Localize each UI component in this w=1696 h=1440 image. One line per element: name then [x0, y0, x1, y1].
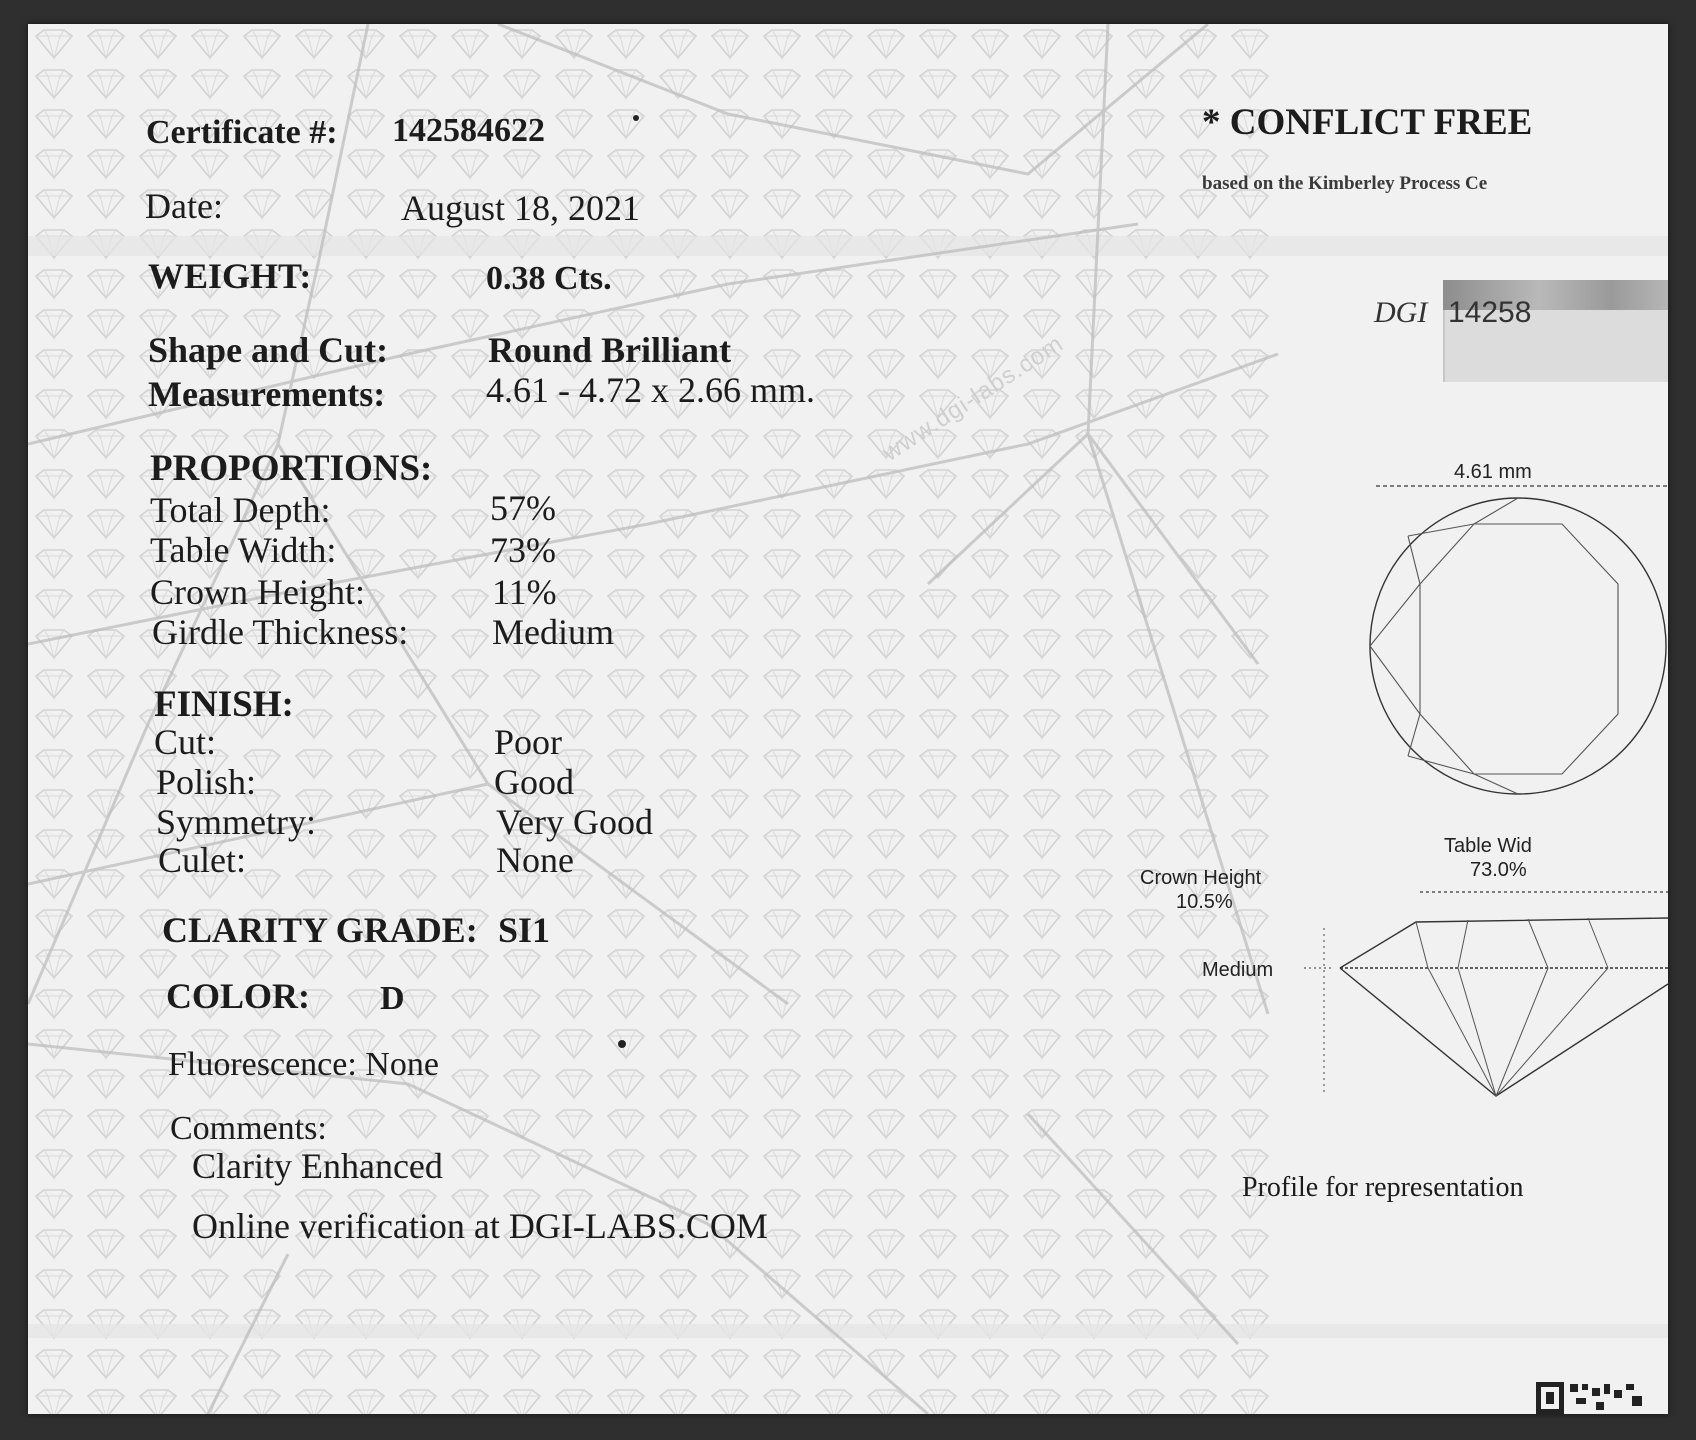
girdle-diagram-label: Medium — [1202, 959, 1274, 981]
table-width-label: Table Width: — [150, 530, 337, 570]
conflict-free-heading: * CONFLICT FREE — [1202, 102, 1533, 143]
certificate-number-label: Certificate #: — [146, 114, 338, 151]
girdle-thickness-label: Girdle Thickness: — [152, 612, 409, 652]
symmetry-label: Symmetry: — [156, 802, 316, 842]
diameter-label: 4.61 mm — [1454, 461, 1532, 483]
comments-line-2: Online verification at DGI-LABS.COM — [192, 1206, 768, 1246]
total-depth-label: Total Depth: — [150, 490, 331, 530]
qr-code — [1536, 1380, 1656, 1414]
fluorescence: Fluorescence: None — [168, 1046, 439, 1083]
table-width-value: 73% — [490, 530, 556, 570]
polish-label: Polish: — [156, 762, 257, 802]
table-width-diagram-label: Table Wid — [1444, 835, 1532, 857]
profile-note: Profile for representation — [1242, 1172, 1524, 1203]
shape-value: Round Brilliant — [488, 330, 732, 370]
total-depth-value: 57% — [490, 488, 556, 528]
certificate-number-value: 142584622 — [392, 112, 545, 149]
table-width-diagram-value: 73.0% — [1470, 859, 1527, 881]
color-label: COLOR: — [166, 976, 310, 1016]
finish-heading: FINISH: — [154, 684, 294, 725]
culet-value: None — [496, 840, 574, 880]
date-label: Date: — [145, 186, 223, 226]
polish-value: Good — [494, 762, 574, 802]
cut-value: Poor — [494, 722, 563, 762]
culet-label: Culet: — [158, 840, 246, 880]
seal-number: 14258 — [1448, 296, 1532, 329]
crown-height-label: Crown Height: — [150, 572, 365, 612]
clarity-grade-value: SI1 — [498, 910, 551, 950]
color-value: D — [380, 980, 405, 1017]
symmetry-value: Very Good — [496, 802, 653, 842]
crown-height-value: 11% — [492, 572, 557, 612]
weight-value: 0.38 Cts. — [486, 260, 612, 297]
crown-height-diagram-value: 10.5% — [1176, 891, 1233, 913]
dgi-logo: DGI — [1374, 296, 1428, 329]
cut-label: Cut: — [154, 722, 217, 762]
watermark-text: www.dgi-labs.com — [878, 329, 1069, 467]
measurements-value: 4.61 - 4.72 x 2.66 mm. — [486, 370, 815, 410]
date-value: August 18, 2021 — [401, 188, 641, 228]
comments-line-1: Clarity Enhanced — [192, 1146, 443, 1186]
clarity-grade-label: CLARITY GRADE: — [162, 910, 478, 950]
shape-label: Shape and Cut: — [148, 330, 389, 370]
girdle-thickness-value: Medium — [492, 612, 614, 652]
weight-label: WEIGHT: — [148, 256, 312, 296]
certificate-paper — [28, 24, 1668, 1414]
measurements-label: Measurements: — [148, 374, 386, 414]
proportions-heading: PROPORTIONS: — [150, 448, 433, 489]
comments-label: Comments: — [170, 1110, 327, 1147]
crown-height-diagram-label: Crown Height — [1140, 867, 1262, 889]
kimberley-note: based on the Kimberley Process Ce — [1202, 173, 1488, 194]
